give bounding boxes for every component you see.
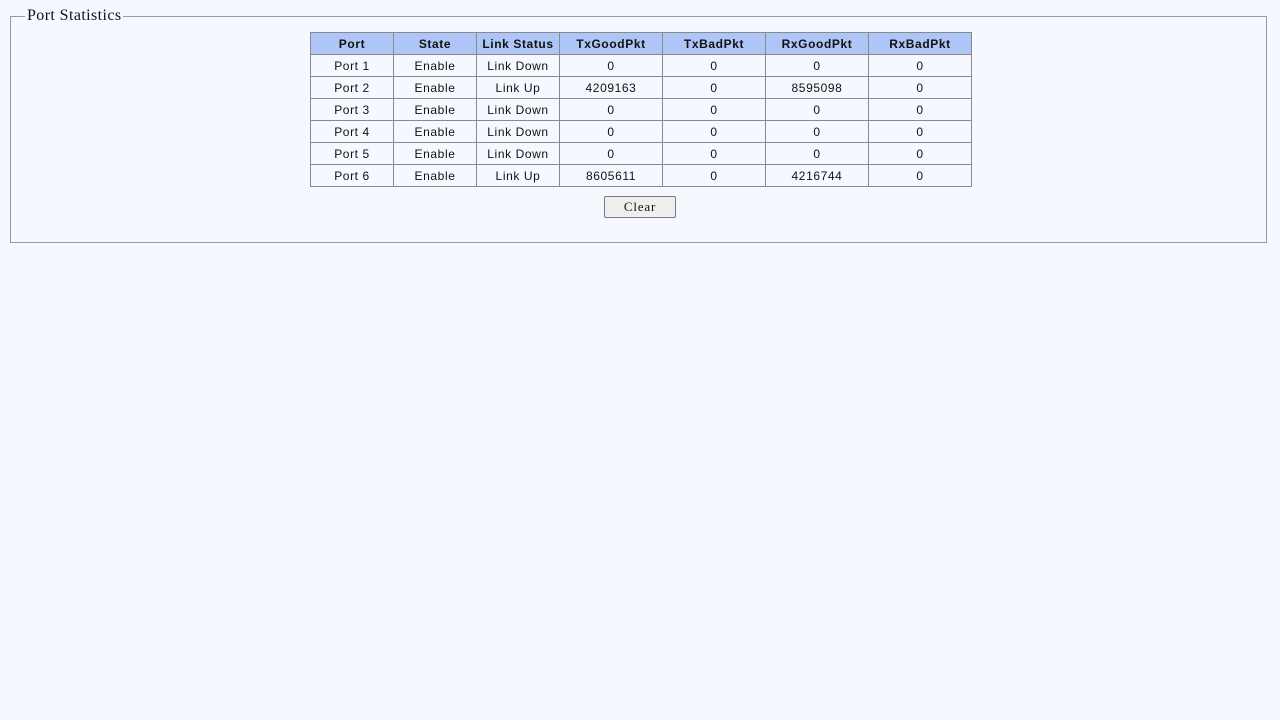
- cell-txbadpkt: 0: [663, 121, 766, 143]
- cell-txbadpkt: 0: [663, 99, 766, 121]
- column-header-link-status: Link Status: [477, 33, 560, 55]
- cell-rxgoodpkt: 0: [766, 143, 869, 165]
- cell-link-status: Link Down: [477, 55, 560, 77]
- table-row: [311, 165, 972, 187]
- cell-link-status: Link Up: [477, 77, 560, 99]
- cell-port: Port 6: [311, 165, 394, 187]
- cell-rxbadpkt: 0: [869, 77, 972, 99]
- cell-txbadpkt: 0: [663, 143, 766, 165]
- cell-rxgoodpkt: 4216744: [766, 165, 869, 187]
- table-row: [311, 143, 972, 165]
- table-row: [311, 121, 972, 143]
- cell-rxgoodpkt: 8595098: [766, 77, 869, 99]
- cell-rxbadpkt: 0: [869, 55, 972, 77]
- cell-state: Enable: [394, 165, 477, 187]
- cell-port: Port 5: [311, 143, 394, 165]
- table-header-row: [311, 33, 972, 55]
- cell-txbadpkt: 0: [663, 77, 766, 99]
- cell-txbadpkt: 0: [663, 55, 766, 77]
- cell-txgoodpkt: 0: [560, 121, 663, 143]
- table-row: [311, 77, 972, 99]
- port-statistics-table: [310, 32, 972, 187]
- column-header-port: Port: [311, 33, 394, 55]
- cell-rxbadpkt: 0: [869, 165, 972, 187]
- cell-state: Enable: [394, 77, 477, 99]
- cell-rxgoodpkt: 0: [766, 55, 869, 77]
- clear-button[interactable]: Clear: [604, 196, 676, 218]
- cell-port: Port 3: [311, 99, 394, 121]
- cell-port: Port 4: [311, 121, 394, 143]
- cell-rxgoodpkt: 0: [766, 99, 869, 121]
- column-header-rxgoodpkt: RxGoodPkt: [766, 33, 869, 55]
- column-header-txbadpkt: TxBadPkt: [663, 33, 766, 55]
- cell-state: Enable: [394, 55, 477, 77]
- cell-txgoodpkt: 8605611: [560, 165, 663, 187]
- cell-state: Enable: [394, 143, 477, 165]
- cell-txgoodpkt: 4209163: [560, 77, 663, 99]
- cell-port: Port 1: [311, 55, 394, 77]
- cell-link-status: Link Down: [477, 143, 560, 165]
- table-row: [311, 55, 972, 77]
- cell-txgoodpkt: 0: [560, 99, 663, 121]
- cell-state: Enable: [394, 99, 477, 121]
- cell-rxbadpkt: 0: [869, 99, 972, 121]
- cell-rxbadpkt: 0: [869, 143, 972, 165]
- cell-port: Port 2: [311, 77, 394, 99]
- cell-rxgoodpkt: 0: [766, 121, 869, 143]
- cell-link-status: Link Up: [477, 165, 560, 187]
- cell-link-status: Link Down: [477, 99, 560, 121]
- column-header-state: State: [394, 33, 477, 55]
- cell-rxbadpkt: 0: [869, 121, 972, 143]
- column-header-rxbadpkt: RxBadPkt: [869, 33, 972, 55]
- cell-txbadpkt: 0: [663, 165, 766, 187]
- column-header-txgoodpkt: TxGoodPkt: [560, 33, 663, 55]
- cell-txgoodpkt: 0: [560, 55, 663, 77]
- cell-link-status: Link Down: [477, 121, 560, 143]
- table-row: [311, 99, 972, 121]
- port-statistics-fieldset: [10, 7, 1267, 243]
- cell-state: Enable: [394, 121, 477, 143]
- cell-txgoodpkt: 0: [560, 143, 663, 165]
- section-title: Port Statistics: [27, 7, 122, 24]
